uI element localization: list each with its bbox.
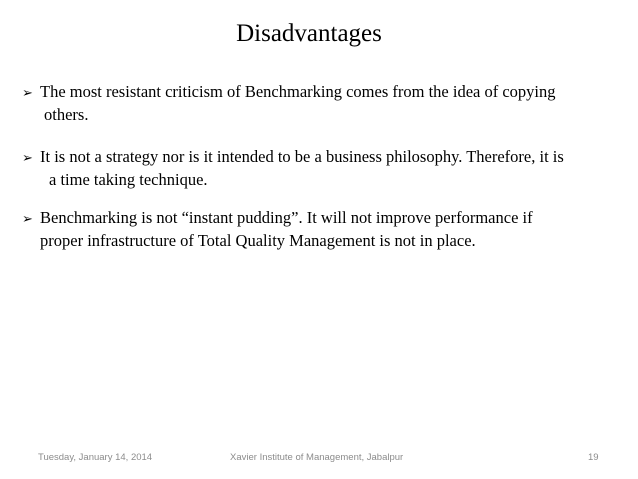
bullet-continuation: proper infrastructure of Total Quality Management is not in place. <box>40 231 476 250</box>
bullet-continuation: others. <box>44 105 89 124</box>
bullet-line <box>22 207 622 230</box>
bullet-line <box>22 146 622 169</box>
slide-title: Disadvantages <box>236 20 382 47</box>
bullet-item <box>22 207 622 251</box>
bullet-item <box>22 81 622 125</box>
bullet-text: Benchmarking is not “instant pudding”. It will not improve performance if <box>40 208 533 227</box>
bullet-text: The most resistant criticism of Benchmarking comes from the idea of copying <box>40 82 556 101</box>
footer-date: Tuesday, January 14, 2014 <box>38 452 153 463</box>
arrow-bullet-icon: ➢ <box>22 151 33 166</box>
footer-page-number: 19 <box>588 452 599 463</box>
footer-organization: Xavier Institute of Management, Jabalpur <box>230 452 404 463</box>
bullet-line <box>22 81 622 104</box>
bullet-item <box>22 146 622 190</box>
bullet-text: It is not a strategy nor is it intended to be a business philosophy. Therefore, it is <box>40 147 564 166</box>
arrow-bullet-icon: ➢ <box>22 212 33 227</box>
arrow-bullet-icon: ➢ <box>22 86 33 101</box>
bullet-continuation: a time taking technique. <box>49 170 208 189</box>
